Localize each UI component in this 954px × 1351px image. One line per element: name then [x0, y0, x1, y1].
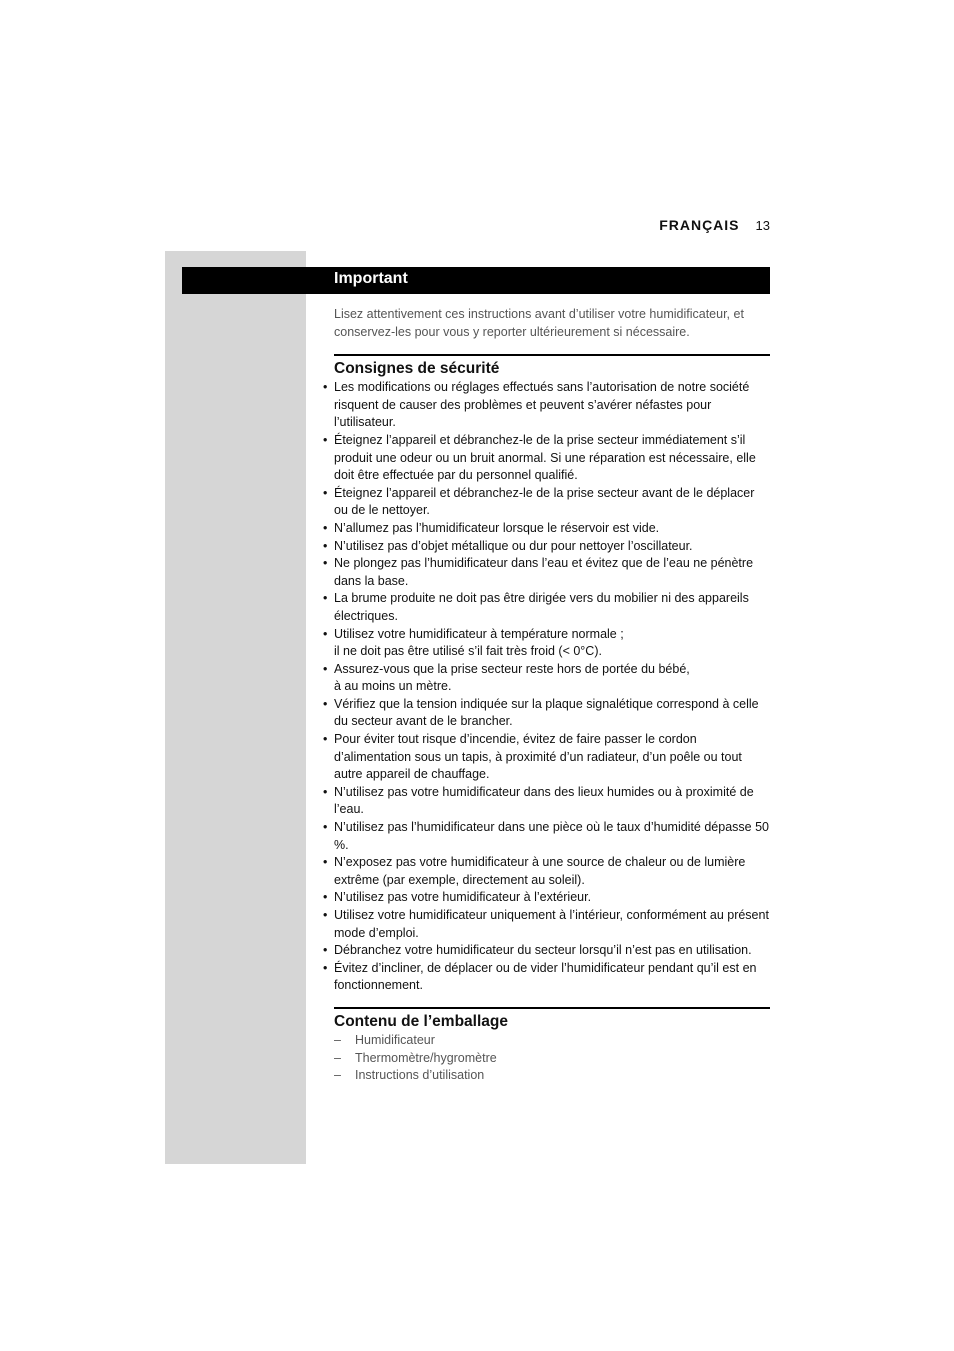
bullet-icon: • [323, 696, 328, 711]
safety-item-text: N’allumez pas l’humidificateur lorsque le réservoir est vide. [334, 520, 660, 535]
safety-item-text: Pour éviter tout risque d’incendie, évitez de faire passer le cordon d’alimentation sous un tapis, à proximité d’un radiateur, d’un poêle ou tout autre appareil de chauffage. [334, 732, 742, 782]
safety-item-text: Éteignez l’appareil et débranchez-le de la prise secteur avant de le déplacer ou de le nettoyer. [334, 485, 755, 518]
safety-list-item [323, 520, 770, 538]
safety-item-text: Vérifiez que la tension indiquée sur la plaque signalétique correspond à celle du secteur avant de le brancher. [334, 696, 759, 729]
safety-list-item [323, 960, 770, 995]
safety-list-item [323, 538, 770, 556]
language-label: FRANÇAIS [659, 217, 740, 233]
page-title: Important [334, 270, 408, 287]
package-title: Contenu de l’emballage [334, 1012, 508, 1030]
safety-list-item [323, 379, 770, 432]
safety-list-item [323, 889, 770, 907]
bullet-icon: • [323, 626, 328, 641]
dash-icon: – [334, 1050, 341, 1065]
safety-list-item [323, 626, 770, 661]
safety-section [323, 354, 770, 995]
safety-list [323, 379, 770, 995]
package-section [334, 1007, 770, 1085]
safety-item-text: N’utilisez pas votre humidificateur dans des lieux humides ou à proximité de l’eau. [334, 784, 754, 817]
package-item-text: Instructions d’utilisation [355, 1068, 485, 1083]
bullet-icon: • [323, 732, 328, 747]
package-list-item [334, 1050, 770, 1068]
safety-list-item [323, 432, 770, 485]
safety-item-text: La brume produite ne doit pas être dirigée vers du mobilier ni des appareils électriques. [334, 591, 749, 623]
bullet-icon: • [323, 520, 328, 535]
safety-list-item [323, 485, 770, 520]
bullet-icon: • [323, 960, 328, 975]
bullet-icon: • [323, 661, 328, 676]
bullet-icon: • [323, 855, 328, 870]
safety-title: Consignes de sécurité [334, 360, 500, 378]
package-list-item [334, 1032, 770, 1050]
title-bar [182, 267, 770, 294]
safety-list-item [323, 907, 770, 942]
safety-item-text: Utilisez votre humidificateur à température normale ; il ne doit pas être utilisé s’il fait très froid (< 0°C). [334, 626, 624, 659]
dash-icon: – [334, 1068, 341, 1083]
safety-item-text: Débranchez votre humidificateur du secteur lorsqu’il n’est pas en utilisation. [334, 943, 752, 958]
safety-item-text: Ne plongez pas l’humidificateur dans l’eau et évitez que de l’eau ne pénètre dans la base. [334, 556, 754, 588]
package-list-item [334, 1067, 770, 1085]
safety-list-item [323, 696, 770, 731]
bullet-icon: • [323, 485, 328, 500]
safety-list-item [323, 555, 770, 590]
safety-item-text: Assurez-vous que la prise secteur reste hors de portée du bébé, à au moins un mètre. [334, 661, 690, 694]
safety-list-item [323, 819, 770, 854]
bullet-icon: • [323, 556, 328, 571]
safety-item-text: N’utilisez pas d’objet métallique ou dur pour nettoyer l’oscillateur. [334, 538, 693, 553]
bullet-icon: • [323, 908, 328, 922]
bullet-icon: • [323, 591, 328, 606]
main-content [323, 306, 770, 1085]
package-item-text: Humidificateur [355, 1032, 435, 1047]
page-header [659, 217, 770, 233]
safety-item-text: N’exposez pas votre humidificateur à une source de chaleur ou de lumière extrême (par exemple, directement au soleil). [334, 855, 746, 887]
safety-item-text: Éteignez l’appareil et débranchez-le de la prise secteur immédiatement s’il produit une odeur ou un bruit anormal. Si une réparation est nécessaire, elle doit être effectuée par du personnel qualifié. [334, 432, 756, 483]
bullet-icon: • [323, 432, 328, 447]
safety-item-text: Les modifications ou réglages effectués sans l’autorisation de notre société risquent de causer des problèmes et peuvent s’avérer néfastes pour l’utilisateur. [334, 380, 750, 430]
bullet-icon: • [323, 538, 328, 553]
safety-item-text: N’utilisez pas votre humidificateur à l’extérieur. [334, 890, 592, 905]
safety-list-item [323, 942, 770, 960]
bullet-icon: • [323, 820, 328, 835]
dash-icon: – [334, 1032, 341, 1047]
sidebar-margin [165, 251, 306, 1164]
safety-item-text: Évitez d’incliner, de déplacer ou de vider l’humidificateur pendant qu’il est en fonctionnement. [334, 960, 757, 993]
safety-list-item [323, 590, 770, 625]
intro-paragraph: Lisez attentivement ces instructions avant d’utiliser votre humidificateur, et conservez-les pour vous y reporter ultérieurement si nécessaire. [334, 307, 744, 339]
page-number: 13 [755, 218, 770, 233]
bullet-icon: • [323, 890, 328, 905]
bullet-icon: • [323, 380, 328, 395]
package-list [334, 1032, 770, 1085]
safety-item-text: Utilisez votre humidificateur uniquement à l’intérieur, conformément au présent mode d’emploi. [334, 908, 769, 940]
safety-list-item [323, 661, 770, 696]
bullet-icon: • [323, 784, 328, 799]
safety-list-item [323, 784, 770, 819]
package-item-text: Thermomètre/hygromètre [355, 1050, 497, 1065]
safety-list-item [323, 731, 770, 784]
bullet-icon: • [323, 943, 328, 958]
safety-item-text: N’utilisez pas l’humidificateur dans une pièce où le taux d’humidité dépasse 50 %. [334, 820, 769, 852]
safety-list-item [323, 854, 770, 889]
